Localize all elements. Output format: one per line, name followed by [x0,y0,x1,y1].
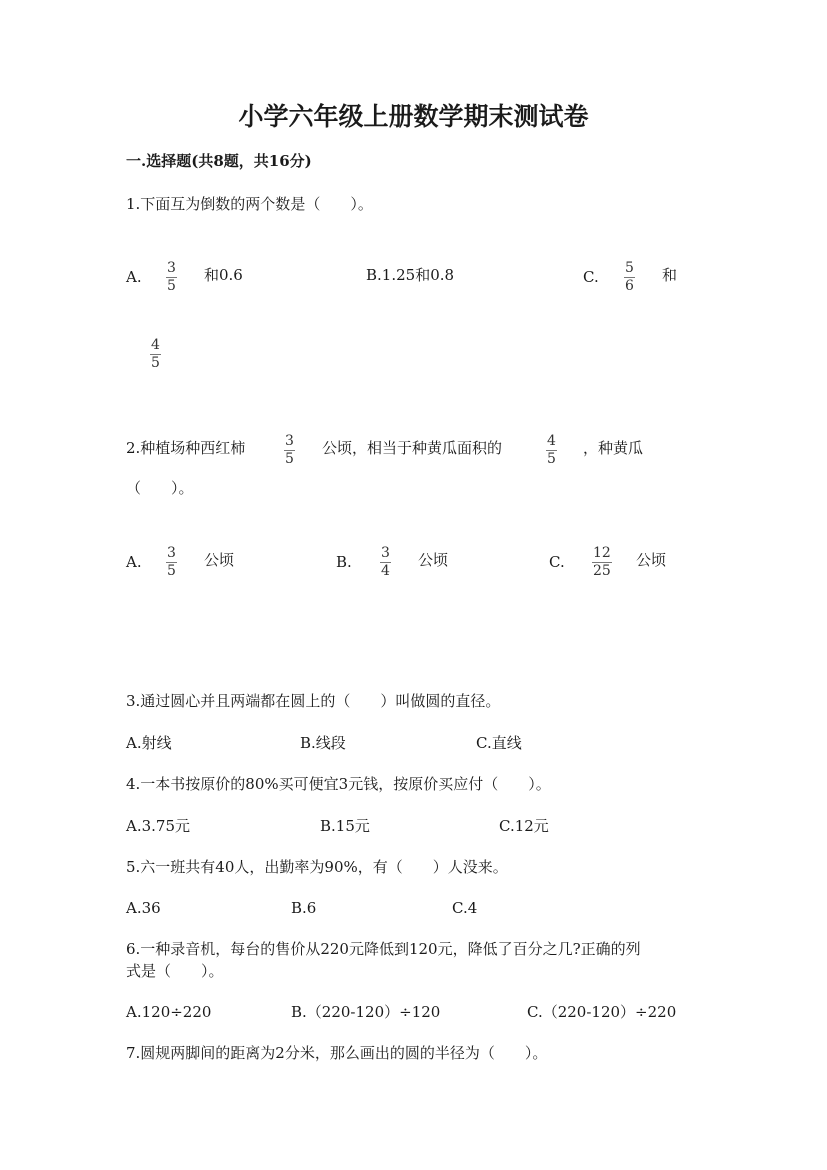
q4-option-b: B.15元 [320,817,370,835]
question-2-stem-part2: 公顷，相当于种黄瓜面积的 [322,439,503,457]
q1-option-c-text: 和 [662,266,678,284]
question-4-stem: 4.一本书按原价的80%买可便宜3元钱，按原价买应付（ ）。 [126,775,551,793]
q2-option-c-unit: 公顷 [636,551,667,569]
q3-option-c: C.直线 [476,734,522,752]
fraction-numerator: 4 [151,337,160,353]
q3-option-a: A.射线 [126,734,172,752]
fraction-numerator: 12 [593,545,611,561]
q2-option-b-label: B. [336,553,352,571]
fraction-denominator: 5 [151,355,160,371]
q2-option-c-label: C. [549,553,565,571]
q1-option-c-fraction-2 [150,338,161,371]
q6-option-a: A.120÷220 [126,1003,212,1021]
question-6-stem-line1: 6.一种录音机，每台的售价从220元降低到120元，降低了百分之几?正确的列 [126,940,641,958]
q1-option-a-text: 和0.6 [204,266,243,284]
q5-option-b: B.6 [291,899,317,917]
q1-option-a-label: A. [126,268,142,286]
fraction-numerator: 4 [547,433,556,449]
question-6-stem-line2: 式是（ ）。 [126,962,224,980]
question-2-stem-part3: ，种黄瓜 [583,439,644,457]
q2-stem-fraction-1 [284,434,295,467]
fraction-denominator: 6 [625,278,634,294]
question-2-stem-part1: 2.种植场种西红柿 [126,439,246,457]
q5-option-a: A.36 [126,899,161,917]
q1-option-b: B.1.25和0.8 [366,266,455,284]
q1-option-c-fraction [624,261,635,294]
fraction-numerator: 3 [167,545,176,561]
fraction-numerator: 3 [285,433,294,449]
q2-option-a-label: A. [126,553,142,571]
section-heading: 一.选择题(共8题，共16分) [126,152,312,170]
fraction-denominator: 5 [547,451,556,467]
q3-option-b: B.线段 [300,734,346,752]
q6-option-b: B.（220-120）÷120 [291,1003,441,1021]
q2-option-c-fraction [592,546,612,579]
page-title: 小学六年级上册数学期末测试卷 [238,102,589,131]
q1-option-a-fraction [166,261,177,294]
q4-option-a: A.3.75元 [126,817,190,835]
q6-option-c: C.（220-120）÷220 [527,1003,677,1021]
fraction-denominator: 25 [593,563,611,579]
fraction-denominator: 5 [285,451,294,467]
q2-option-b-unit: 公顷 [418,551,449,569]
fraction-denominator: 5 [167,563,176,579]
q4-option-c: C.12元 [499,817,549,835]
q2-option-a-unit: 公顷 [204,551,235,569]
question-1-stem: 1.下面互为倒数的两个数是（ ）。 [126,195,373,213]
fraction-denominator: 5 [167,278,176,294]
fraction-numerator: 5 [625,260,634,276]
question-2-stem-part4: （ ）。 [126,479,194,497]
q1-option-c-label: C. [583,268,599,286]
q2-stem-fraction-2 [546,434,557,467]
q2-option-a-fraction [166,546,177,579]
q5-option-c: C.4 [452,899,478,917]
question-3-stem: 3.通过圆心并且两端都在圆上的（ ）叫做圆的直径。 [126,692,501,710]
fraction-numerator: 3 [167,260,176,276]
question-5-stem: 5.六一班共有40人，出勤率为90%，有（ ）人没来。 [126,858,508,876]
question-7-stem: 7.圆规两脚间的距离为2分米，那么画出的圆的半径为（ ）。 [126,1044,548,1062]
q2-option-b-fraction [380,546,391,579]
fraction-numerator: 3 [381,545,390,561]
fraction-denominator: 4 [381,563,390,579]
